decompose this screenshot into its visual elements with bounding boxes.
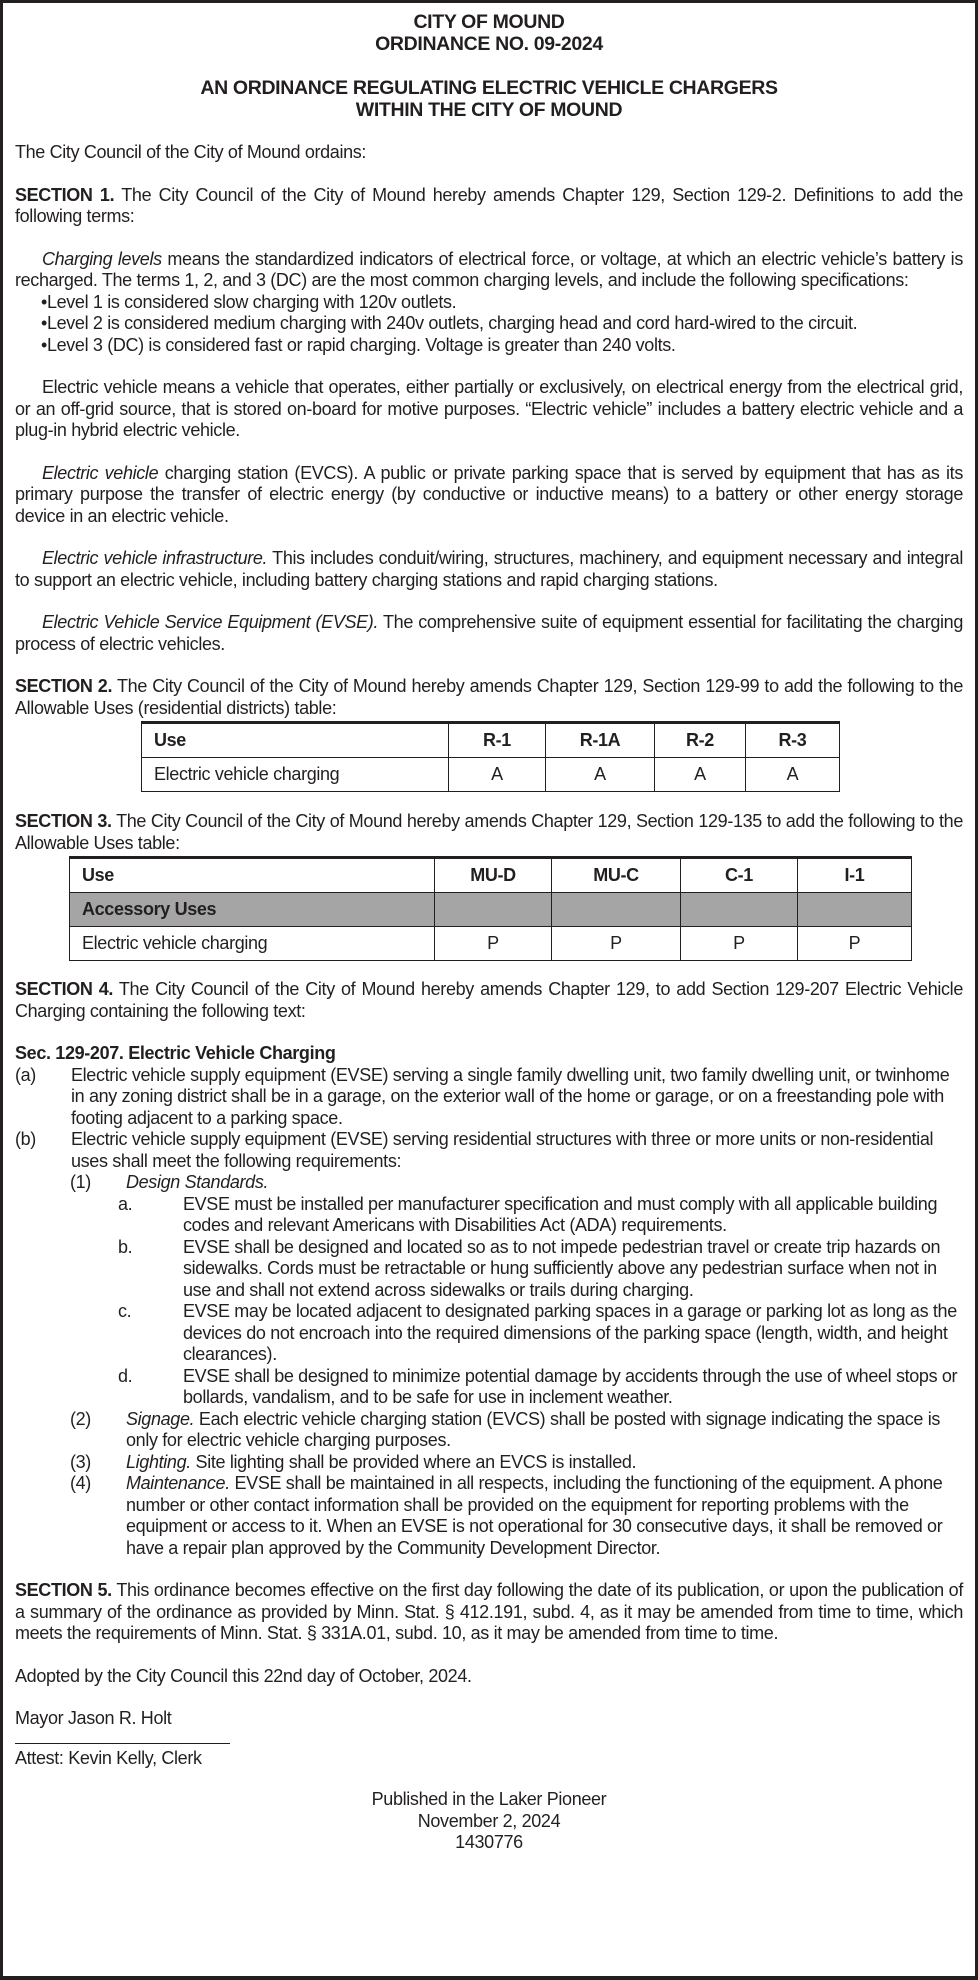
section-4-label: SECTION 4.	[15, 979, 114, 999]
item-2-title: Signage.	[126, 1408, 195, 1429]
section-5-text: This ordinance becomes effective on the first day following the date of its publication, or upon the publication of a summary of the ordinance as provided by Minn. Stat. § 412.191, subd. 4, as it may be amended from time to time, which meets the requirements of Minn. Stat. § 331A.01, subd. 10, as it may be amended from time to time.	[15, 1580, 963, 1643]
standard-b-label: b.	[118, 1236, 133, 1257]
design-standard-b	[118, 1237, 963, 1302]
subsection-b-text: Electric vehicle supply equipment (EVSE) serving residential structures with three or more units or non-residential uses shall meet the following requirements:	[71, 1129, 934, 1171]
item-3-lighting	[70, 1452, 963, 1474]
item-1-title: Design Standards.	[126, 1172, 269, 1192]
cell-mu-c: P	[552, 927, 681, 961]
residential-uses-table	[141, 721, 840, 792]
item-3-label: (3)	[70, 1451, 91, 1472]
signature-line	[15, 1743, 230, 1744]
intro-text: The City Council of the City of Mound ordains:	[15, 142, 367, 162]
item-3-text: Site lighting shall be provided where an EVCS is installed.	[190, 1451, 637, 1472]
publication-footer	[15, 1789, 963, 1854]
ordinance-title-line1: AN ORDINANCE REGULATING ELECTRIC VEHICLE CHARGERS	[200, 77, 778, 99]
section-3-label: SECTION 3.	[15, 811, 112, 831]
table-row	[70, 927, 912, 961]
term-evse: Electric Vehicle Service Equipment (EVSE).	[42, 612, 379, 632]
design-standard-c	[118, 1301, 963, 1366]
definition-infrastructure	[15, 548, 963, 591]
published-in: Published in the Laker Pioneer	[371, 1789, 607, 1809]
section-4-text: The City Council of the City of Mound hereby amends Chapter 129, to add Section 129-207 Electric Vehicle Charging containing the following text:	[15, 979, 963, 1021]
column-header-r3: R-3	[746, 723, 840, 758]
adopted-text: Adopted by the City Council this 22nd day of October, 2024.	[15, 1665, 472, 1686]
item-4-text: EVSE shall be maintained in all respects, including the functioning of the equipment. A phone number or other contact information shall be provided on the equipment for reporting problems with the equipment or access to it. When an EVSE is not operational for 30 consecutive days, it shall be removed or have a repair plan approved by the Community Development Director.	[126, 1473, 943, 1558]
table-group-row	[70, 893, 912, 927]
item-2-label: (2)	[70, 1408, 91, 1429]
standard-c-text: EVSE may be located adjacent to designated parking spaces in a garage or parking lot as long as the devices do not encroach into the required dimensions of the parking space (length, width, and height clearances).	[183, 1301, 957, 1364]
design-standard-d	[118, 1366, 963, 1409]
definition-evse	[15, 612, 963, 655]
section-3	[15, 811, 963, 854]
section-2-label: SECTION 2.	[15, 676, 113, 696]
list-item: • Level 1 is considered slow charging with 120v outlets.	[41, 292, 963, 314]
column-header-r1a: R-1A	[546, 723, 655, 758]
cell-r1a: A	[546, 758, 655, 792]
standard-a-label: a.	[118, 1193, 133, 1214]
item-1-label: (1)	[70, 1172, 91, 1192]
column-header-use: Use	[70, 858, 435, 893]
ordinance-title-line2: WITHIN THE CITY OF MOUND	[355, 99, 623, 121]
table-row	[142, 758, 840, 792]
section-1	[15, 185, 963, 228]
subsection-b	[15, 1129, 963, 1172]
definition-evcs	[15, 463, 963, 528]
ordinance-number: ORDINANCE NO. 09-2024	[375, 33, 603, 55]
column-header-use: Use	[142, 723, 449, 758]
term-evcs: Electric vehicle	[42, 462, 159, 483]
definition-text: charging station (EVCS). A public or private parking space that is served by equipment that has as its primary purpose the transfer of electric energy (by conductive or inductive means) to a battery or other energy storage device in an electric vehicle.	[15, 462, 963, 526]
item-4-label: (4)	[70, 1473, 91, 1493]
list-item: • Level 2 is considered medium charging with 240v outlets, charging head and cord hard-wired to the circuit.	[41, 313, 963, 335]
cell-r3: A	[746, 758, 840, 792]
standard-d-text: EVSE shall be designed to minimize potential damage by accidents through the use of wheel stops or bollards, vandalism, and to be safe for use in inclement weather.	[183, 1365, 958, 1407]
column-header-r2: R-2	[655, 723, 746, 758]
item-4-title: Maintenance.	[126, 1473, 230, 1493]
cell-use: Electric vehicle charging	[142, 758, 449, 792]
cell-mu-d: P	[435, 927, 552, 961]
item-3-title: Lighting.	[126, 1451, 191, 1472]
mayor-signature: Mayor Jason R. Holt	[15, 1708, 172, 1728]
item-4-maintenance	[70, 1473, 963, 1559]
notice-id: 1430776	[455, 1832, 523, 1852]
section-2-text: The City Council of the City of Mound hereby amends Chapter 129, Section 129-99 to add the following to the Allowable Uses (residential districts) table:	[15, 676, 963, 718]
section-5	[15, 1580, 963, 1645]
table-header-row	[142, 723, 840, 758]
city-name: CITY OF MOUND	[413, 11, 565, 33]
allowable-uses-table	[69, 856, 912, 961]
section-3-text: The City Council of the City of Mound hereby amends Chapter 129, Section 129-135 to add the following to the Allowable Uses table:	[15, 811, 963, 853]
table-header-row	[70, 858, 912, 893]
column-header-i1: I-1	[798, 858, 912, 893]
cell-i1: P	[798, 927, 912, 961]
section-1-text: The City Council of the City of Mound hereby amends Chapter 129, Section 129-2. Definitions to add the following terms:	[15, 184, 963, 226]
column-header-c1: C-1	[681, 858, 798, 893]
cell-c1: P	[681, 927, 798, 961]
subsection-b-label: (b)	[15, 1129, 36, 1149]
definition-charging-levels	[15, 249, 963, 292]
subsection-a-label: (a)	[15, 1064, 36, 1085]
subsection-a-text: Electric vehicle supply equipment (EVSE) serving a single family dwelling unit, two family dwelling unit, or twinhome in any zoning district shall be in a garage, on the exterior wall of the home or garage, or on a freestanding pole with footing adjacent to a parking space.	[71, 1064, 950, 1128]
standard-b-text: EVSE shall be designed and located so as to not impede pedestrian travel or create trip hazards on sidewalks. Cords must be retractable or hung sufficiently above any pedestrian surface when not in use and shall not extend across sidewalks or trails during charging.	[183, 1236, 941, 1300]
sec-title-text: Sec. 129-207. Electric Vehicle Charging	[15, 1043, 336, 1063]
list-item: • Level 3 (DC) is considered fast or rapid charging. Voltage is greater than 240 volts.	[41, 335, 963, 357]
column-header-r1: R-1	[449, 723, 546, 758]
column-header-mu-c: MU-C	[552, 858, 681, 893]
sec-129-207-title	[15, 1043, 963, 1065]
item-1-design-standards	[70, 1172, 963, 1194]
published-date: November 2, 2024	[417, 1810, 561, 1831]
charging-levels-list	[15, 292, 963, 357]
header	[15, 11, 963, 121]
standard-a-text: EVSE must be installed per manufacturer specification and must comply with all applicable building codes and relevant Americans with Disabilities Act (ADA) requirements.	[183, 1193, 938, 1235]
term-infrastructure: Electric vehicle infrastructure.	[42, 548, 268, 568]
group-label-accessory-uses: Accessory Uses	[70, 893, 435, 927]
standard-c-label: c.	[118, 1301, 132, 1321]
definition-electric-vehicle: Electric vehicle means a vehicle that operates, either partially or exclusively, on electrical energy from the electrical grid, or an off-grid source, that is stored on-board for motive purposes. “Electric vehicle” includes a battery electric vehicle and a plug-in hybrid electric vehicle.	[15, 377, 963, 440]
cell-r1: A	[449, 758, 546, 792]
cell-r2: A	[655, 758, 746, 792]
item-2-text: Each electric vehicle charging station (EVCS) shall be posted with signage indicating the space is only for electric vehicle charging purposes.	[126, 1408, 941, 1450]
subsection-a	[15, 1065, 963, 1130]
definition-text: The comprehensive suite of equipment essential for facilitating the charging process of electric vehicles.	[15, 612, 963, 654]
term-charging-levels: Charging levels	[42, 248, 162, 269]
section-4	[15, 979, 963, 1022]
definition-text: means the standardized indicators of electrical force, or voltage, at which an electric vehicle’s battery is recharged. The terms 1, 2, and 3 (DC) are the most common charging levels, and include the following specifications:	[15, 248, 963, 290]
column-header-mu-d: MU-D	[435, 858, 552, 893]
definition-text: This includes conduit/wiring, structures, machinery, and equipment necessary and integral to support an electric vehicle, including battery charging stations and rapid charging stations.	[15, 548, 963, 590]
design-standard-a	[118, 1194, 963, 1237]
attest-text: Attest: Kevin Kelly, Clerk	[15, 1747, 202, 1768]
item-2-signage	[70, 1409, 963, 1452]
section-5-label: SECTION 5.	[15, 1580, 112, 1600]
section-1-label: SECTION 1.	[15, 184, 115, 205]
cell-use: Electric vehicle charging	[70, 927, 435, 961]
section-2	[15, 676, 963, 719]
standard-d-label: d.	[118, 1365, 133, 1386]
